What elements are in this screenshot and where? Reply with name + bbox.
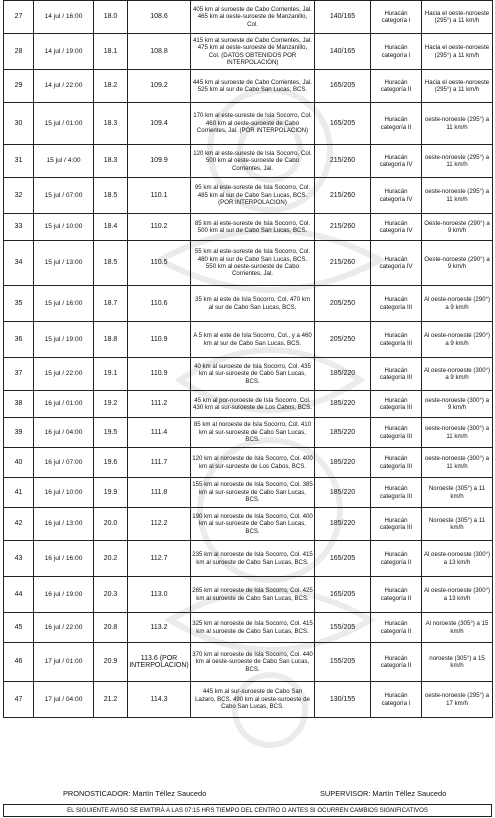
cell-lat: 19.5 [94, 418, 128, 448]
cell-mov: Oeste-noroeste (290°) a 9 km/h [422, 214, 493, 241]
cell-lat: 18.2 [94, 70, 128, 103]
cell-lat: 19.9 [94, 478, 128, 508]
cell-cat: Huracán categoría I [371, 1, 422, 34]
cell-cat: Huracán categoría II [371, 643, 422, 682]
cell-mov: Al oeste-noroeste (290°) a 9 km/h [422, 322, 493, 358]
cell-viento: 165/205 [315, 577, 371, 613]
cell-lon: 110.9 [128, 358, 191, 391]
cell-viento: 185/220 [315, 391, 371, 418]
cell-lat: 18.0 [94, 1, 128, 34]
cell-cat: Huracán categoría II [371, 577, 422, 613]
cell-loc: 445 km al suroeste de Cabo Corrientes, Jal. 525 km al sur de Cabo San Lucas, BCS. [191, 70, 315, 103]
cell-cat: Huracán categoría IV [371, 178, 422, 214]
table-row [4, 418, 493, 448]
cell-lat: 18.3 [94, 103, 128, 145]
cell-n: 36 [4, 322, 34, 358]
cell-n: 30 [4, 103, 34, 145]
cell-viento: 185/220 [315, 358, 371, 391]
cell-lat: 18.7 [94, 286, 128, 322]
cell-viento: 155/205 [315, 643, 371, 682]
cell-cat: Huracán categoría II [371, 613, 422, 643]
cell-n: 42 [4, 508, 34, 541]
cell-lon: 112.7 [128, 541, 191, 577]
cell-mov: oeste-noroeste (300°) a 11 km/h [422, 448, 493, 478]
cell-mov: Oeste-noroeste (290°) a 9 km/h [422, 241, 493, 286]
cell-viento: 205/250 [315, 322, 371, 358]
forecaster-name: PRONOSTICADOR: Martín Téllez Saucedo [63, 789, 207, 798]
table-row [4, 214, 493, 241]
cell-fecha: 16 jul / 04:00 [34, 418, 94, 448]
table-row [4, 391, 493, 418]
cell-lat: 20.0 [94, 508, 128, 541]
cell-loc: 120 km al noroeste de Isla Socorro, Col. 400 km al sur-suroeste de Los Cabos, BCS. [191, 448, 315, 478]
cell-fecha: 15 jul / 13:00 [34, 241, 94, 286]
cell-mov: Al oeste-noroeste (300°) a 13 km/h [422, 577, 493, 613]
cell-viento: 165/205 [315, 70, 371, 103]
cell-lat: 18.3 [94, 145, 128, 178]
cell-fecha: 14 jul / 22:00 [34, 70, 94, 103]
cell-viento: 140/165 [315, 34, 371, 70]
cell-cat: Huracán categoría III [371, 478, 422, 508]
table-row [4, 322, 493, 358]
cell-viento: 140/165 [315, 1, 371, 34]
cell-cat: Huracán categoría III [371, 391, 422, 418]
cell-mov: noroeste (305°) a 15 km/h [422, 643, 493, 682]
footer-credits [3, 789, 492, 800]
cell-n: 45 [4, 613, 34, 643]
cell-loc: 120 km al este-sureste de Isla Socorro, Col. 500 km al oeste-suroeste de Cabo Corrientes, Jal. [191, 145, 315, 178]
cell-loc: 40 km al suroeste de Isla Socorro, Col. 435 km al sur-suroeste de Cabo San Lucas, BCS. [191, 358, 315, 391]
cell-n: 27 [4, 1, 34, 34]
table-row [4, 358, 493, 391]
cell-fecha: 17 jul / 01:00 [34, 643, 94, 682]
cell-mov: Al oeste-noroeste (300°) a 9 km/h [422, 358, 493, 391]
cell-mov: Al oeste-noroeste (290°) a 9 km/h [422, 286, 493, 322]
cell-lon: 110.1 [128, 178, 191, 214]
cell-lat: 18.4 [94, 214, 128, 241]
cell-loc: 190 km al noroeste de Isla Socorro, Col. 400 km al sur-suroeste de Cabo San Lucas, BCS. [191, 508, 315, 541]
cell-fecha: 14 jul / 19:00 [34, 34, 94, 70]
cell-cat: Huracán categoría IV [371, 241, 422, 286]
cell-cat: Huracán categoría III [371, 448, 422, 478]
cell-n: 38 [4, 391, 34, 418]
cell-lon: 111.2 [128, 391, 191, 418]
cell-fecha: 16 jul / 13:00 [34, 508, 94, 541]
cell-lat: 18.8 [94, 322, 128, 358]
cell-mov: oeste-noroeste (295°) a 11 km/h [422, 145, 493, 178]
cell-lon: 108.6 [128, 1, 191, 34]
cell-mov: oeste-noroeste (300°) a 11 km/h [422, 418, 493, 448]
table-row [4, 682, 493, 718]
cell-lon: 113.6 (POR INTERPOLACION) [128, 643, 191, 682]
cell-lat: 20.9 [94, 643, 128, 682]
cell-fecha: 16 jul / 16:00 [34, 541, 94, 577]
cell-n: 34 [4, 241, 34, 286]
cell-loc: 415 km al suroeste de Cabo Corrientes, Jal. 475 km al oeste-suroeste de Manzanillo, Col. (DATOS OBTENIDOS POR INTERPOLACIÓN) [191, 34, 315, 70]
cell-fecha: 15 jul / 19:00 [34, 322, 94, 358]
cell-viento: 165/205 [315, 103, 371, 145]
cell-viento: 215/260 [315, 178, 371, 214]
cell-lon: 112.2 [128, 508, 191, 541]
cell-lat: 20.2 [94, 541, 128, 577]
cell-fecha: 16 jul / 10:00 [34, 478, 94, 508]
cell-cat: Huracán categoría III [371, 358, 422, 391]
cell-viento: 165/205 [315, 541, 371, 577]
cell-cat: Huracán categoría IV [371, 214, 422, 241]
cell-n: 35 [4, 286, 34, 322]
cell-cat: Huracán categoría III [371, 508, 422, 541]
cell-lon: 108.8 [128, 34, 191, 70]
cell-lon: 109.9 [128, 145, 191, 178]
cell-cat: Huracán categoría I [371, 682, 422, 718]
cell-n: 31 [4, 145, 34, 178]
cell-n: 43 [4, 541, 34, 577]
cell-mov: Al oeste-noroeste (300°) a 13 km/h [422, 541, 493, 577]
cell-fecha: 15 jul / 16:00 [34, 286, 94, 322]
cell-lat: 19.6 [94, 448, 128, 478]
cell-viento: 185/220 [315, 508, 371, 541]
cell-fecha: 17 jul / 04:00 [34, 682, 94, 718]
cell-lat: 19.2 [94, 391, 128, 418]
cell-viento: 215/260 [315, 241, 371, 286]
cell-lon: 110.5 [128, 241, 191, 286]
cell-n: 39 [4, 418, 34, 448]
cell-n: 47 [4, 682, 34, 718]
next-advisory-note: EL SIGUIENTE AVISO SE EMITIRÁ A LAS 07:15 HRS TIEMPO DEL CENTRO O ANTES SI OCURREN CAMBIOS SIGNIFICATIVOS [3, 804, 492, 817]
cell-cat: Huracán categoría IV [371, 145, 422, 178]
cell-loc: 45 km al por-noroeste de Isla Socorro, Col. 430 km al sur-suroeste de Los Cabos, BCS. [191, 391, 315, 418]
cell-mov: Al noroeste (305°) a 15 km/h [422, 613, 493, 643]
table-body [4, 1, 493, 718]
cell-mov: Hacia el oeste-noroeste (295°) a 11 km/h [422, 34, 493, 70]
cell-lon: 113.2 [128, 613, 191, 643]
cell-loc: 370 km al noroeste de Isla Socorro, Col. 440 km al oeste-suroeste de Cabo San Lucas, BCS. [191, 643, 315, 682]
table-row [4, 448, 493, 478]
cell-viento: 185/220 [315, 418, 371, 448]
cell-mov: oeste-noroeste (300°) a 9 km/h [422, 391, 493, 418]
cell-lon: 113.0 [128, 577, 191, 613]
cell-fecha: 15 jul / 4:00 [34, 145, 94, 178]
cell-loc: 265 km al noroeste de Isla Socorro, Col. 425 km al suroeste de Cabo San Lucas, BCS. [191, 577, 315, 613]
cell-cat: Huracán categoría III [371, 286, 422, 322]
cell-viento: 185/220 [315, 478, 371, 508]
cell-mov: Hacia el oeste-noroeste (295°) a 11 km/h [422, 70, 493, 103]
cell-fecha: 16 jul / 07:00 [34, 448, 94, 478]
cell-fecha: 16 jul / 22:00 [34, 613, 94, 643]
cell-n: 29 [4, 70, 34, 103]
supervisor-name: SUPERVISOR: Martín Téllez Saucedo [320, 789, 447, 798]
cell-lat: 18.5 [94, 241, 128, 286]
cell-mov: oeste-noroeste (295°) a 11 km/h [422, 103, 493, 145]
table-row [4, 145, 493, 178]
cell-lat: 18.5 [94, 178, 128, 214]
table-row [4, 70, 493, 103]
table-row [4, 103, 493, 145]
cell-loc: 85 km al noroeste de Isla Socorro, Col. 410 km al sur-suroeste de Cabo San Lucas, BCS. [191, 418, 315, 448]
cell-loc: 235 km al noroeste de Isla Socorro, Col. 415 km al suroeste de Cabo San Lucas, BCS. [191, 541, 315, 577]
cell-cat: Huracán categoría III [371, 418, 422, 448]
cell-n: 32 [4, 178, 34, 214]
cell-mov: oeste-noroeste (295°) a 11 km/h [422, 178, 493, 214]
cell-mov: Hacia el oeste-noroeste (295°) a 11 km/h [422, 1, 493, 34]
cell-lon: 111.8 [128, 478, 191, 508]
cell-fecha: 16 jul / 19:00 [34, 577, 94, 613]
cell-fecha: 14 jul / 16:00 [34, 1, 94, 34]
cell-loc: 445 km al sur-suroeste de Cabo San Lazaro, BCS. 490 km al oeste-suroeste de Cabo San Lucas, BCS. [191, 682, 315, 718]
cell-fecha: 15 jul / 22:00 [34, 358, 94, 391]
cell-lat: 20.8 [94, 613, 128, 643]
cell-loc: 405 km al suroeste de Cabo Corrientes, Jal. 465 km al oeste-suroeste de Manzanillo, Col. [191, 1, 315, 34]
cell-cat: Huracán categoría II [371, 70, 422, 103]
cell-loc: 170 km al este-sureste de Isla Socorro, Col. 460 km al oeste-suroeste de Cabo Corrientes, Jal. (POR INTERPOLACION) [191, 103, 315, 145]
cell-cat: Huracán categoría III [371, 322, 422, 358]
cell-lat: 18.1 [94, 34, 128, 70]
cell-fecha: 15 jul / 07:00 [34, 178, 94, 214]
cell-n: 44 [4, 577, 34, 613]
cell-lon: 110.6 [128, 286, 191, 322]
cell-loc: A 5 km al este de Isla Socorro, Col., y a 460 km al sur de Cabo San Lucas, BCS. [191, 322, 315, 358]
cell-viento: 155/205 [315, 613, 371, 643]
cell-lon: 114.3 [128, 682, 191, 718]
cell-mov: oeste-noroeste (295°) a 17 km/h [422, 682, 493, 718]
cell-n: 33 [4, 214, 34, 241]
table-row [4, 1, 493, 34]
cell-viento: 215/260 [315, 145, 371, 178]
cell-fecha: 16 jul / 01:00 [34, 391, 94, 418]
table-row [4, 541, 493, 577]
cell-loc: 85 km al este-sureste de Isla Socorro, Col. 500 km al sur de Cabo San Lucas, BCS. [191, 214, 315, 241]
table-row [4, 178, 493, 214]
table-row [4, 478, 493, 508]
cell-loc: 325 km al noroeste de Isla Socorro, Col. 415 km al suroeste de Cabo San Lucas, BCS. [191, 613, 315, 643]
table-row [4, 508, 493, 541]
table-row [4, 286, 493, 322]
cell-viento: 215/260 [315, 214, 371, 241]
cell-lon: 111.4 [128, 418, 191, 448]
cell-cat: Huracán categoría II [371, 541, 422, 577]
table-row [4, 577, 493, 613]
cell-viento: 130/155 [315, 682, 371, 718]
cell-lat: 19.1 [94, 358, 128, 391]
cell-lon: 111.7 [128, 448, 191, 478]
cell-lon: 109.4 [128, 103, 191, 145]
cell-lon: 110.2 [128, 214, 191, 241]
cell-n: 37 [4, 358, 34, 391]
cell-n: 41 [4, 478, 34, 508]
cell-loc: 155 km al noroeste de Isla Socorro, Col. 385 km al sur-suroeste de Cabo San Lucas, BCS. [191, 478, 315, 508]
cell-n: 40 [4, 448, 34, 478]
cell-mov: Noroeste (305°) a 11 km/h [422, 508, 493, 541]
table-row [4, 34, 493, 70]
cell-viento: 205/250 [315, 286, 371, 322]
cell-cat: Huracán categoría II [371, 103, 422, 145]
cell-loc: 55 km al este-sureste de Isla Socorro, Col. 480 km al sur de Cabo San Lucas, BCS. 550 km al oeste-suroeste de Cabo Corrientes, Jal. [191, 241, 315, 286]
cell-lat: 21.2 [94, 682, 128, 718]
storm-track-table [3, 0, 493, 718]
cell-fecha: 15 jul / 01:00 [34, 103, 94, 145]
table-row [4, 613, 493, 643]
cell-n: 28 [4, 34, 34, 70]
cell-loc: 95 km al este-sureste de Isla Socorro, Col. 485 km al sur de Cabo San Lucas, BCS. (POR INTERPOLACION) [191, 178, 315, 214]
cell-lon: 110.9 [128, 322, 191, 358]
table-row [4, 643, 493, 682]
cell-fecha: 15 jul / 10:00 [34, 214, 94, 241]
cell-viento: 185/220 [315, 448, 371, 478]
cell-lat: 20.3 [94, 577, 128, 613]
cell-cat: Huracán categoría I [371, 34, 422, 70]
cell-n: 46 [4, 643, 34, 682]
cell-mov: Noroeste (305°) a 11 km/h [422, 478, 493, 508]
table-row [4, 241, 493, 286]
cell-loc: 35 km al este de Isla Socorro, Col. 470 km al sur de Cabo San Lucas, BCS. [191, 286, 315, 322]
cell-lon: 109.2 [128, 70, 191, 103]
